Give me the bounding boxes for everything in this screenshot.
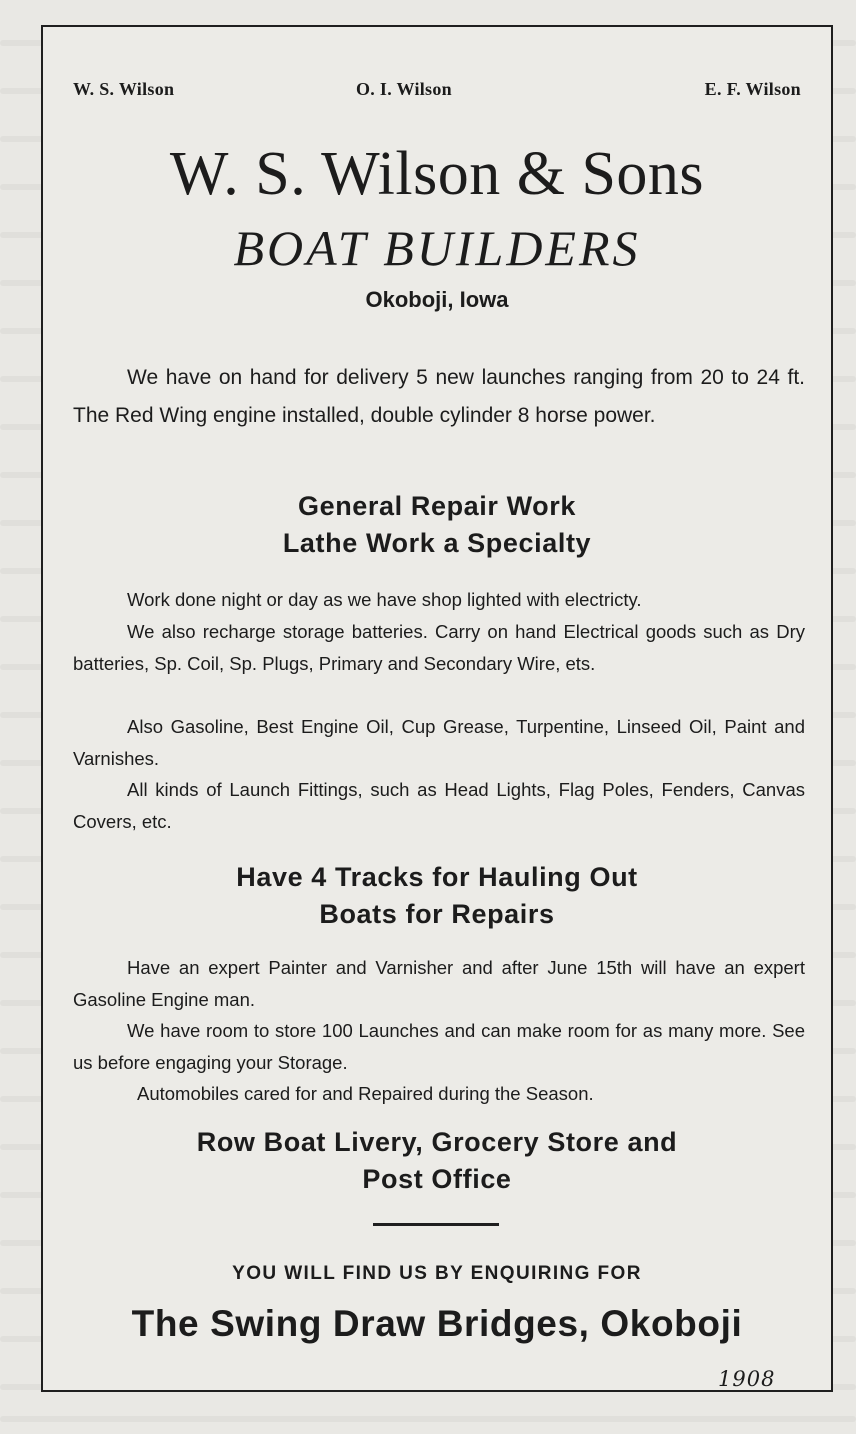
- body-paragraph: Also Gasoline, Best Engine Oil, Cup Grease, Turpentine, Linseed Oil, Paint and Varnishes.: [73, 716, 805, 769]
- enquire-line: YOU WILL FIND US BY ENQUIRING FOR: [232, 1263, 642, 1284]
- company-title: W. S. Wilson & Sons: [169, 140, 705, 208]
- body-paragraph: We also recharge storage batteries. Carry on hand Electrical goods such as Dry batteries, Sp. Coil, Sp. Plugs, Primary and Secondary Wire, ets.: [73, 621, 805, 674]
- section-heading: Post Office: [362, 1164, 512, 1194]
- partner-name: E. F. Wilson: [704, 79, 801, 99]
- section-heading: Have 4 Tracks for Hauling Out: [236, 862, 638, 892]
- body-paragraph: We have room to store 100 Launches and can make room for as many more. See us before engaging your Storage.: [73, 1020, 805, 1073]
- body-paragraph: All kinds of Launch Fittings, such as Head Lights, Flag Poles, Fenders, Canvas Covers, etc.: [73, 779, 805, 832]
- company-subtitle: BOAT BUILDERS: [233, 220, 641, 276]
- company-location: Okoboji, Iowa: [365, 287, 509, 312]
- divider-rule: [373, 1223, 499, 1226]
- section-heading: General Repair Work: [298, 491, 576, 521]
- section-heading: Lathe Work a Specialty: [282, 528, 592, 558]
- section-heading: Row Boat Livery, Grocery Store and: [196, 1127, 678, 1157]
- handwritten-year: 1908: [718, 1367, 776, 1391]
- body-paragraph: Have an expert Painter and Varnisher and after June 15th will have an expert Gasoline Engine man.: [73, 957, 805, 1010]
- section-heading: Boats for Repairs: [319, 899, 555, 929]
- partner-name: W. S. Wilson: [73, 79, 175, 99]
- body-paragraph: Automobiles cared for and Repaired during the Season.: [137, 1083, 594, 1104]
- partners-row: [73, 79, 801, 101]
- advertisement-frame: [41, 25, 833, 1392]
- intro-paragraph: We have on hand for delivery 5 new launches ranging from 20 to 24 ft. The Red Wing engine installed, double cylinder 8 horse power.: [73, 366, 805, 427]
- body-paragraph: Work done night or day as we have shop lighted with electricty.: [127, 589, 642, 610]
- partner-name: O. I. Wilson: [356, 79, 452, 99]
- bridges-location: The Swing Draw Bridges, Okoboji: [131, 1303, 743, 1344]
